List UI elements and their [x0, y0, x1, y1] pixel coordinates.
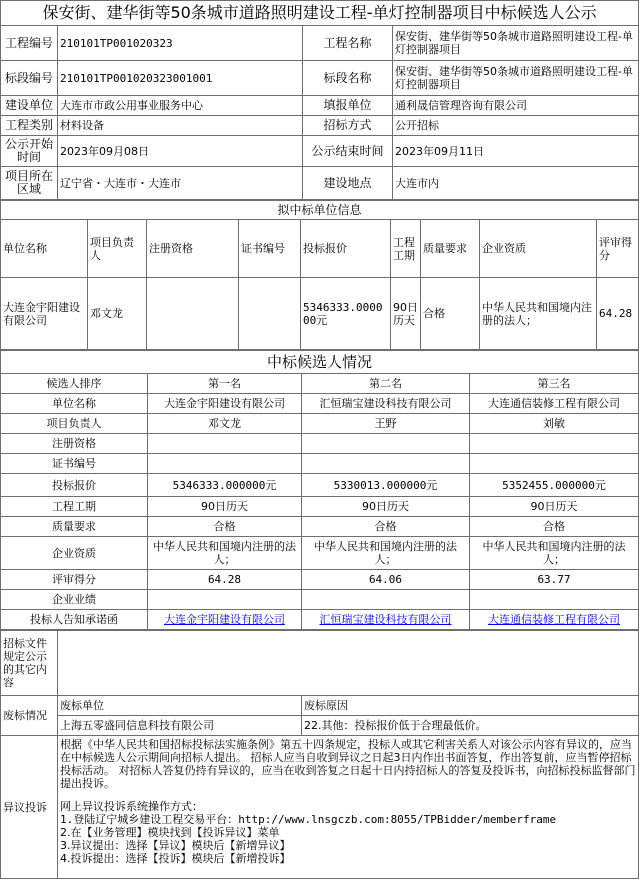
category-label: 工程类别	[1, 116, 58, 136]
candidate-cell: 63.77	[470, 570, 639, 590]
region: 辽宁省・大连市・大连市	[58, 167, 303, 200]
winner-header: 质量要求	[421, 220, 480, 278]
candidate-cell: 汇恒瑞宝建设科技有限公司	[302, 394, 470, 414]
page-title: 保安街、建华街等50条城市道路照明建设工程-单灯控制器项目中标候选人公示	[1, 1, 639, 26]
candidate-cell: 合格	[148, 517, 302, 537]
row-label: 证书编号	[1, 454, 148, 474]
project-name-label: 工程名称	[303, 26, 393, 61]
section-code-label: 标段编号	[1, 61, 58, 96]
end-label: 公示结束时间	[303, 136, 393, 167]
winner-info-table	[0, 200, 639, 350]
candidate-cell: 中华人民共和国境内注册的法人；	[302, 537, 470, 570]
location-label: 建设地点	[303, 167, 393, 200]
winner-cell: 邓文龙	[88, 278, 147, 350]
winner-cell: 90日历天	[391, 278, 421, 350]
candidate-cell	[470, 434, 639, 454]
rank-header: 第二名	[302, 374, 470, 394]
winner-header: 项目负责人	[88, 220, 147, 278]
rank-header: 第三名	[470, 374, 639, 394]
method: 公开招标	[393, 116, 639, 136]
candidate-cell	[148, 454, 302, 474]
project-info-table	[0, 0, 639, 200]
winner-cell: 大连金宇阳建设有限公司	[1, 278, 88, 350]
row-label: 项目负责人	[1, 414, 148, 434]
winner-header: 单位名称	[1, 220, 88, 278]
row-label: 工程工期	[1, 497, 148, 517]
row-label: 评审得分	[1, 570, 148, 590]
candidate-cell: 大连金宇阳建设有限公司	[148, 394, 302, 414]
region-label: 项目所在区域	[1, 167, 58, 200]
objection-step-3: 3.异议提出：选择【异议】模块后【新增异议】	[60, 839, 291, 852]
row-label: 企业业绩	[1, 590, 148, 610]
winner-section-title: 拟中标单位信息	[1, 201, 639, 220]
commitment-link-1[interactable]: 大连金宇阳建设有限公司	[164, 613, 285, 626]
candidate-cell: 中华人民共和国境内注册的法人；	[470, 537, 639, 570]
winner-cell: 5346333.000000元	[301, 278, 391, 350]
candidate-cell	[470, 590, 639, 610]
void-reason: 22.其他：投标报价低于合理最低价。	[302, 716, 639, 736]
section-name-label: 标段名称	[303, 61, 393, 96]
project-code-label: 工程编号	[1, 26, 58, 61]
candidate-cell: 90日历天	[470, 497, 639, 517]
category: 材料设备	[58, 116, 303, 136]
candidate-cell: 大连通信装修工程有限公司	[470, 394, 639, 414]
section-name: 保安街、建华街等50条城市道路照明建设工程-单灯控制器项目	[393, 61, 639, 96]
candidate-cell: 5346333.000000元	[148, 474, 302, 497]
candidates-title: 中标候选人情况	[1, 351, 639, 374]
start-date: 2023年09月08日	[58, 136, 303, 167]
candidate-cell: 刘敏	[470, 414, 639, 434]
candidate-cell: 64.28	[148, 570, 302, 590]
objection-step-4: 4.投诉提出：选择【投诉】模块后【新增投诉】	[60, 852, 291, 865]
candidate-cell: 邓文龙	[148, 414, 302, 434]
candidate-cell	[302, 454, 470, 474]
row-label: 质量要求	[1, 517, 148, 537]
objection-steps-title: 网上异议投诉系统操作方式：	[60, 800, 203, 813]
other-content-label: 招标文件规定公示的其它内容	[1, 631, 58, 696]
section-code: 210101TP001020323001001	[58, 61, 303, 96]
candidate-cell	[302, 434, 470, 454]
candidate-cell: 合格	[302, 517, 470, 537]
row-label: 单位名称	[1, 394, 148, 414]
winner-header: 评审得分	[597, 220, 639, 278]
candidate-cell: 90日历天	[148, 497, 302, 517]
candidate-cell	[302, 590, 470, 610]
location: 大连市内	[393, 167, 639, 200]
end-date: 2023年09月11日	[393, 136, 639, 167]
builder: 大连市市政公用事业服务中心	[58, 96, 303, 116]
winner-header: 投标报价	[301, 220, 391, 278]
objection-step-1: 1.登陆辽宁城乡建设工程交易平台：http://www.lnsgczb.com:8055/TPBidder/memberframe	[60, 813, 557, 826]
winner-cell	[239, 278, 301, 350]
row-label: 投标报价	[1, 474, 148, 497]
candidate-cell	[470, 454, 639, 474]
candidate-cell	[148, 434, 302, 454]
objection-label: 异议投诉	[1, 736, 58, 879]
filler-label: 填报单位	[303, 96, 393, 116]
rank-label: 候选人排序	[1, 374, 148, 394]
commitment-label: 投标人告知承诺函	[1, 610, 148, 630]
candidate-cell: 64.06	[302, 570, 470, 590]
method-label: 招标方式	[303, 116, 393, 136]
row-label: 企业资质	[1, 537, 148, 570]
candidate-cell: 90日历天	[302, 497, 470, 517]
commitment-link-3[interactable]: 大连通信装修工程有限公司	[488, 613, 620, 626]
objection-paragraph: 根据《中华人民共和国招标投标法实施条例》第五十四条规定，投标人或其它利害关系人对该公示内容有异议的，应当在中标候选人公示期间向招标人提出。 招标人应当自收到异议之日起3日内作出书面答复，作出答复前，应当暂停招标投标活动。 对招标人答复仍持有异议的，应当在收到答复之日起十日内持招标人的答复及投诉书，向招标投标监督部门提出投诉。	[60, 738, 636, 790]
project-code: 210101TP001020323	[58, 26, 303, 61]
objection-content	[58, 736, 639, 879]
winner-header: 工程工期	[391, 220, 421, 278]
winner-header: 证书编号	[239, 220, 301, 278]
void-label: 废标情况	[1, 696, 58, 736]
void-unit-header: 废标单位	[58, 696, 302, 716]
commitment-link-2[interactable]: 汇恒瑞宝建设科技有限公司	[319, 613, 452, 626]
row-label: 注册资格	[1, 434, 148, 454]
builder-label: 建设单位	[1, 96, 58, 116]
candidate-cell: 王野	[302, 414, 470, 434]
candidates-table	[0, 350, 639, 630]
start-label: 公示开始时间	[1, 136, 58, 167]
candidate-cell: 中华人民共和国境内注册的法人；	[148, 537, 302, 570]
winner-cell: 合格	[421, 278, 480, 350]
void-reason-header: 废标原因	[302, 696, 639, 716]
objection-step-2: 2.在【业务管理】模块找到【投诉异议】菜单	[60, 826, 280, 839]
winner-header: 企业资质	[480, 220, 597, 278]
winner-cell	[147, 278, 239, 350]
winner-cell: 64.28	[597, 278, 639, 350]
candidate-cell: 合格	[470, 517, 639, 537]
other-content	[58, 631, 639, 696]
rank-header: 第一名	[148, 374, 302, 394]
candidate-cell: 5330013.000000元	[302, 474, 470, 497]
winner-header: 注册资格	[147, 220, 239, 278]
project-name: 保安街、建华街等50条城市道路照明建设工程-单灯控制器项目	[393, 26, 639, 61]
other-info-table	[0, 630, 639, 879]
candidate-cell: 5352455.000000元	[470, 474, 639, 497]
winner-cell: 中华人民共和国境内注册的法人；	[480, 278, 597, 350]
void-unit: 上海五零盛同信息科技有限公司	[58, 716, 302, 736]
candidate-cell	[148, 590, 302, 610]
filler: 通利晟信管理咨询有限公司	[393, 96, 639, 116]
